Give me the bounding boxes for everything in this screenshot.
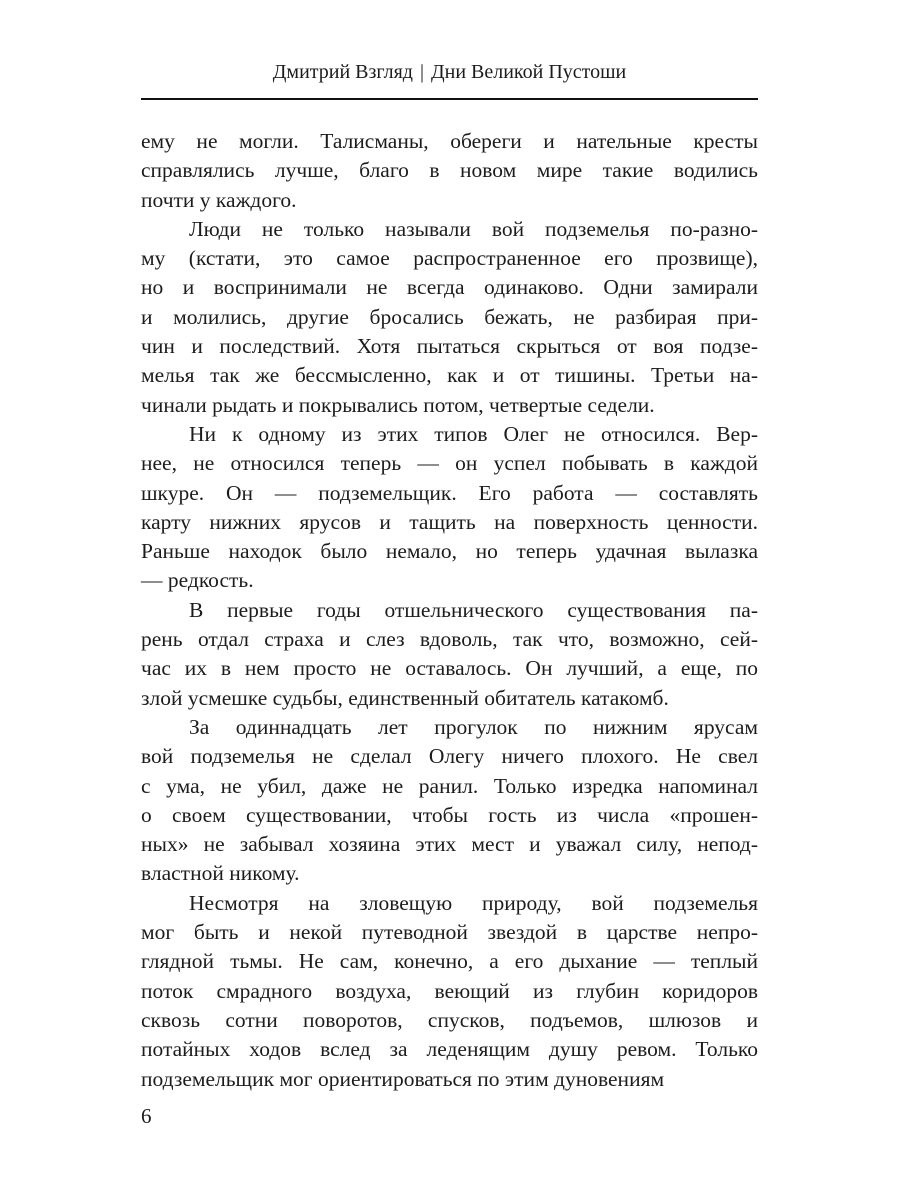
text-line: глядной тьмы. Не сам, конечно, а его дыхание — теплый xyxy=(141,949,758,974)
header-rule xyxy=(141,98,758,100)
paragraph xyxy=(141,889,758,1094)
body-text xyxy=(141,127,758,1094)
paragraph xyxy=(141,215,758,420)
text-line: но и воспринимали не всегда одинаково. Одни замирали xyxy=(141,275,758,300)
header-book-title: Дни Великой Пустоши xyxy=(430,61,627,83)
text-line: час их в нем просто не оставалось. Он лучший, а еще, по xyxy=(141,656,758,681)
text-line: Раньше находок было немало, но теперь удачная вылазка xyxy=(141,539,758,564)
text-line: чин и последствий. Хотя пытаться скрыться от воя подзе- xyxy=(141,334,758,359)
text-line: нее, не относился теперь — он успел побывать в каждой xyxy=(141,451,758,476)
running-header xyxy=(141,0,758,84)
paragraph xyxy=(141,713,758,889)
text-line: му (кстати, это самое распространенное его прозвище), xyxy=(141,246,758,271)
text-line: ему не могли. Талисманы, обереги и нательные кресты xyxy=(141,129,758,153)
text-line: почти у каждого. xyxy=(141,187,297,212)
text-line: За одиннадцать лет прогулок по нижним ярусам xyxy=(189,714,758,739)
text-line: рень отдал страха и слез вдоволь, так что, возможно, сей- xyxy=(141,627,758,652)
text-line: — редкость. xyxy=(141,568,254,593)
text-line: чинали рыдать и покрывались потом, четвертые седели. xyxy=(141,392,655,417)
text-line: шкуре. Он — подземельщик. Его работа — составлять xyxy=(141,480,758,505)
text-line: поток смрадного воздуха, веющий из глубин коридоров xyxy=(141,978,758,1003)
text-line: мелья так же бессмысленно, как и от тишины. Третьи на- xyxy=(141,363,758,388)
header-author: Дмитрий Взгляд xyxy=(272,61,413,83)
text-line: с ума, не убил, даже не ранил. Только изредка напоминал xyxy=(141,773,758,798)
text-line: Несмотря на зловещую природу, вой подземелья xyxy=(189,890,758,915)
page-number: 6 xyxy=(141,1103,152,1128)
header-separator: | xyxy=(419,61,424,83)
text-line: Люди не только называли вой подземелья по-разно- xyxy=(189,216,758,241)
text-line: ных» не забывал хозяина этих мест и уважал силу, непод- xyxy=(141,832,758,857)
page-content xyxy=(141,0,758,1129)
text-line: о своем существовании, чтобы гость из числа «прошен- xyxy=(141,802,758,827)
text-line: подземельщик мог ориентироваться по этим дуновениям xyxy=(141,1066,665,1091)
text-line: вой подземелья не сделал Олегу ничего плохого. Не свел xyxy=(141,744,758,769)
text-line: злой усмешке судьбы, единственный обитатель катакомб. xyxy=(141,685,669,710)
text-line: Ни к одному из этих типов Олег не относился. Вер- xyxy=(189,421,758,446)
text-line: В первые годы отшельнического существования па- xyxy=(189,597,758,622)
text-line: карту нижних ярусов и тащить на поверхность ценности. xyxy=(141,509,758,534)
text-line: сквозь сотни поворотов, спусков, подъемов, шлюзов и xyxy=(141,1007,758,1032)
text-line: мог быть и некой путеводной звездой в царстве непро- xyxy=(141,920,758,945)
text-line: потайных ходов вслед за леденящим душу ревом. Только xyxy=(141,1037,758,1062)
paragraph xyxy=(141,596,758,713)
paragraph xyxy=(141,127,758,215)
text-line: и молились, другие бросались бежать, не разбирая при- xyxy=(141,304,758,329)
paragraph xyxy=(141,420,758,596)
text-line: властной никому. xyxy=(141,861,300,886)
text-line: справлялись лучше, благо в новом мире такие водились xyxy=(141,158,758,183)
